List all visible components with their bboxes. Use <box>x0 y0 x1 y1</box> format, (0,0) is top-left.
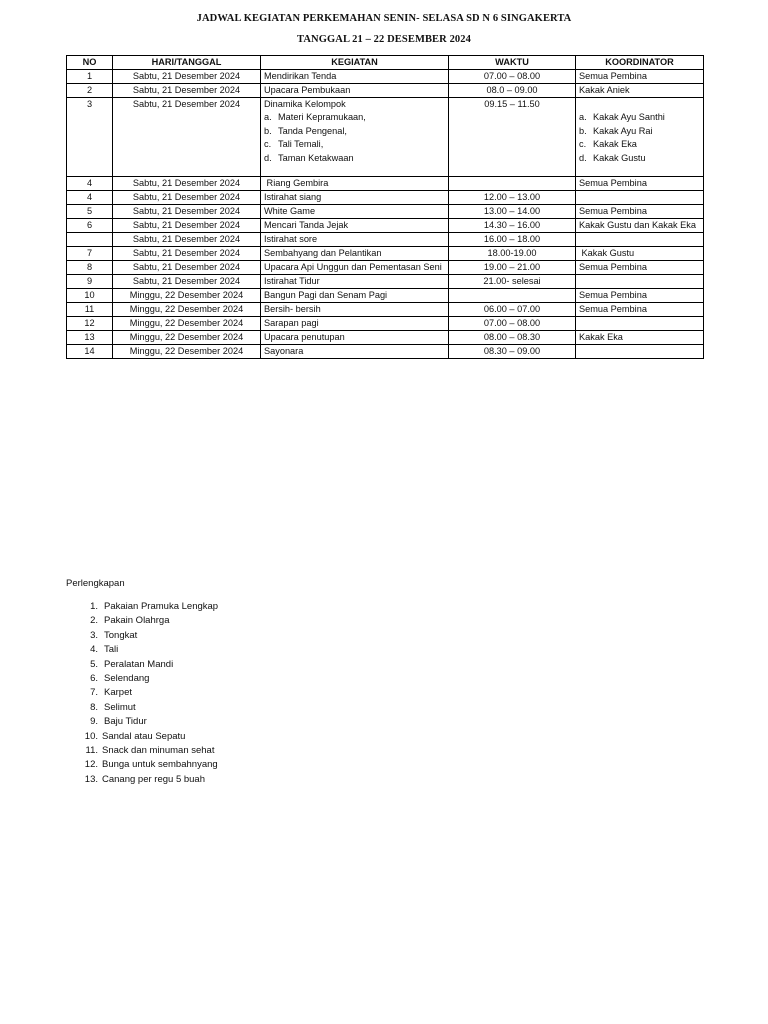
list-item-text: Kakak Gustu <box>593 152 646 163</box>
table-row <box>67 317 704 331</box>
list-number: 8. <box>90 701 98 713</box>
cell-coordinator <box>576 191 704 205</box>
table-row <box>67 98 704 177</box>
cell-no: 4 <box>67 177 113 191</box>
list-number: 2. <box>90 615 98 627</box>
cell-coordinator: Kakak Eka <box>576 331 704 345</box>
cell-date: Sabtu, 21 Desember 2024 <box>113 219 261 233</box>
cell-activity: Riang Gembira <box>261 177 449 191</box>
list-number: 3. <box>90 629 98 641</box>
equipment-heading: Perlengkapan <box>66 578 125 589</box>
cell-time: 09.15 – 11.50 <box>449 98 576 177</box>
list-number: 13. <box>84 773 98 785</box>
list-item-text: Materi Kepramukaan, <box>278 112 366 122</box>
cell-no: 13 <box>67 331 113 345</box>
list-item-text: Tanda Pengenal, <box>278 125 347 136</box>
cell-date: Minggu, 22 Desember 2024 <box>113 303 261 317</box>
cell-coordinator: Semua Pembina <box>576 261 704 275</box>
sub-activity-list <box>264 111 445 165</box>
schedule-table <box>66 55 704 359</box>
cell-time: 08.0 – 09.00 <box>449 84 576 98</box>
cell-activity: Upacara Api Unggun dan Pementasan Seni <box>261 261 449 275</box>
table-row <box>67 275 704 289</box>
cell-coordinator: Kakak Aniek <box>576 84 704 98</box>
list-item <box>264 111 445 125</box>
list-marker: b. <box>579 125 587 136</box>
cell-coordinator <box>576 233 704 247</box>
cell-date: Sabtu, 21 Desember 2024 <box>113 98 261 177</box>
activity-title: Dinamika Kelompok <box>264 99 346 109</box>
list-marker: a. <box>579 112 587 122</box>
cell-no: 3 <box>67 98 113 177</box>
cell-time: 14.30 – 16.00 <box>449 219 576 233</box>
list-item-text: Selimut <box>104 701 136 713</box>
list-item <box>66 730 218 744</box>
list-item-text: Bunga untuk sembahnyang <box>102 759 218 771</box>
list-item <box>579 152 700 166</box>
list-item <box>66 744 218 758</box>
cell-date: Sabtu, 21 Desember 2024 <box>113 233 261 247</box>
cell-no: 12 <box>67 317 113 331</box>
cell-date: Sabtu, 21 Desember 2024 <box>113 70 261 84</box>
column-header-no: NO <box>67 56 113 70</box>
cell-time: 06.00 – 07.00 <box>449 303 576 317</box>
table-row <box>67 70 704 84</box>
document-date-line: TANGGAL 21 – 22 DESEMBER 2024 <box>297 34 471 45</box>
list-marker: c. <box>264 139 272 149</box>
table-row <box>67 84 704 98</box>
list-item-text: Tali <box>104 644 119 656</box>
cell-no: 4 <box>67 191 113 205</box>
cell-time: 13.00 – 14.00 <box>449 205 576 219</box>
list-item-text: Karpet <box>104 687 132 699</box>
document-title: JADWAL KEGIATAN PERKEMAHAN SENIN- SELASA SD N 6 SINGAKERTA <box>196 13 572 24</box>
cell-time: 07.00 – 08.00 <box>449 317 576 331</box>
cell-time <box>449 177 576 191</box>
cell-activity: Upacara penutupan <box>261 331 449 345</box>
list-item <box>66 701 218 715</box>
table-row <box>67 233 704 247</box>
cell-coordinator: Semua Pembina <box>576 70 704 84</box>
list-item <box>264 125 445 139</box>
cell-activity: Istirahat Tidur <box>261 275 449 289</box>
list-item <box>264 138 445 152</box>
table-row <box>67 219 704 233</box>
cell-date: Sabtu, 21 Desember 2024 <box>113 205 261 219</box>
cell-no: 11 <box>67 303 113 317</box>
cell-date: Sabtu, 21 Desember 2024 <box>113 275 261 289</box>
cell-activity: Sarapan pagi <box>261 317 449 331</box>
list-number: 12. <box>84 759 98 771</box>
list-number: 9. <box>90 716 98 728</box>
cell-no: 14 <box>67 345 113 359</box>
cell-time: 08.00 – 08.30 <box>449 331 576 345</box>
cell-coordinator: Semua Pembina <box>576 205 704 219</box>
list-item-text: Kakak Ayu Santhi <box>593 112 665 122</box>
list-item-text: Sandal atau Sepatu <box>102 730 186 742</box>
cell-activity: Istirahat siang <box>261 191 449 205</box>
cell-activity: Mencari Tanda Jejak <box>261 219 449 233</box>
table-row <box>67 289 704 303</box>
cell-no: 9 <box>67 275 113 289</box>
cell-coordinator: Semua Pembina <box>576 289 704 303</box>
list-number: 10. <box>84 730 98 742</box>
list-marker: b. <box>264 125 272 136</box>
list-item-text: Snack dan minuman sehat <box>102 744 215 756</box>
cell-date: Minggu, 22 Desember 2024 <box>113 289 261 303</box>
cell-no: 10 <box>67 289 113 303</box>
cell-date: Minggu, 22 Desember 2024 <box>113 345 261 359</box>
list-item-text: Tongkat <box>104 629 138 641</box>
list-item <box>579 138 700 152</box>
cell-no: 5 <box>67 205 113 219</box>
list-number: 7. <box>90 687 98 699</box>
table-row <box>67 303 704 317</box>
table-row <box>67 177 704 191</box>
cell-no: 2 <box>67 84 113 98</box>
list-item <box>66 758 218 772</box>
list-item-text: Pakain Olahrga <box>104 615 170 627</box>
list-item-text: Kakak Eka <box>593 139 637 149</box>
column-header-date: HARI/TANGGAL <box>113 56 261 70</box>
cell-activity: Sembahyang dan Pelantikan <box>261 247 449 261</box>
cell-coordinator <box>576 98 704 177</box>
cell-activity <box>261 98 449 177</box>
cell-coordinator <box>576 275 704 289</box>
list-number: 5. <box>90 658 98 670</box>
table-row <box>67 247 704 261</box>
coordinator-list <box>579 111 700 165</box>
list-number: 4. <box>90 644 98 656</box>
list-item-text: Baju Tidur <box>104 716 147 728</box>
cell-no <box>67 233 113 247</box>
list-item-text: Tali Temali, <box>278 139 324 149</box>
cell-time: 12.00 – 13.00 <box>449 191 576 205</box>
cell-date: Sabtu, 21 Desember 2024 <box>113 84 261 98</box>
cell-time: 19.00 – 21.00 <box>449 261 576 275</box>
cell-coordinator: Kakak Gustu dan Kakak Eka <box>576 219 704 233</box>
cell-coordinator <box>576 317 704 331</box>
list-item <box>66 643 218 657</box>
list-item-text: Kakak Ayu Rai <box>593 125 653 136</box>
equipment-list <box>66 600 218 787</box>
cell-activity: Upacara Pembukaan <box>261 84 449 98</box>
cell-activity: White Game <box>261 205 449 219</box>
list-marker: a. <box>264 112 272 122</box>
cell-time: 18.00-19.00 <box>449 247 576 261</box>
list-number: 6. <box>90 672 98 684</box>
list-item <box>66 614 218 628</box>
cell-activity: Mendirikan Tenda <box>261 70 449 84</box>
list-item <box>66 658 218 672</box>
cell-time: 16.00 – 18.00 <box>449 233 576 247</box>
cell-date: Sabtu, 21 Desember 2024 <box>113 247 261 261</box>
cell-no: 8 <box>67 261 113 275</box>
cell-coordinator <box>576 345 704 359</box>
table-row <box>67 191 704 205</box>
cell-activity: Sayonara <box>261 345 449 359</box>
list-item-text: Canang per regu 5 buah <box>102 773 205 785</box>
cell-time: 08.30 – 09.00 <box>449 345 576 359</box>
table-row <box>67 345 704 359</box>
cell-date: Sabtu, 21 Desember 2024 <box>113 261 261 275</box>
list-marker: d. <box>579 152 587 163</box>
column-header-coordinator: KOORDINATOR <box>576 56 704 70</box>
list-item <box>66 686 218 700</box>
cell-time <box>449 289 576 303</box>
list-item <box>66 600 218 614</box>
cell-coordinator: Semua Pembina <box>576 177 704 191</box>
list-item-text: Peralatan Mandi <box>104 658 174 670</box>
cell-time: 07.00 – 08.00 <box>449 70 576 84</box>
list-number: 1. <box>90 601 98 612</box>
list-marker: c. <box>579 139 587 149</box>
cell-activity: Bersih- bersih <box>261 303 449 317</box>
cell-activity: Bangun Pagi dan Senam Pagi <box>261 289 449 303</box>
cell-time: 21.00- selesai <box>449 275 576 289</box>
table-header-row <box>67 56 704 70</box>
list-item <box>579 111 700 125</box>
cell-date: Sabtu, 21 Desember 2024 <box>113 177 261 191</box>
table-row <box>67 205 704 219</box>
table-row <box>67 331 704 345</box>
list-item <box>579 125 700 139</box>
cell-date: Sabtu, 21 Desember 2024 <box>113 191 261 205</box>
cell-coordinator: Semua Pembina <box>576 303 704 317</box>
list-item-text: Taman Ketakwaan <box>278 152 354 163</box>
cell-coordinator: Kakak Gustu <box>576 247 704 261</box>
column-header-activity: KEGIATAN <box>261 56 449 70</box>
list-item-text: Selendang <box>104 672 150 684</box>
list-marker: d. <box>264 152 272 163</box>
list-item <box>66 773 218 787</box>
list-item <box>66 672 218 686</box>
cell-activity: Istirahat sore <box>261 233 449 247</box>
list-item <box>66 629 218 643</box>
column-header-time: WAKTU <box>449 56 576 70</box>
list-item-text: Pakaian Pramuka Lengkap <box>104 601 219 612</box>
cell-no: 7 <box>67 247 113 261</box>
list-item <box>66 715 218 729</box>
cell-date: Minggu, 22 Desember 2024 <box>113 331 261 345</box>
cell-date: Minggu, 22 Desember 2024 <box>113 317 261 331</box>
cell-no: 1 <box>67 70 113 84</box>
list-item <box>264 152 445 166</box>
cell-no: 6 <box>67 219 113 233</box>
list-number: 11. <box>85 744 98 756</box>
table-row <box>67 261 704 275</box>
